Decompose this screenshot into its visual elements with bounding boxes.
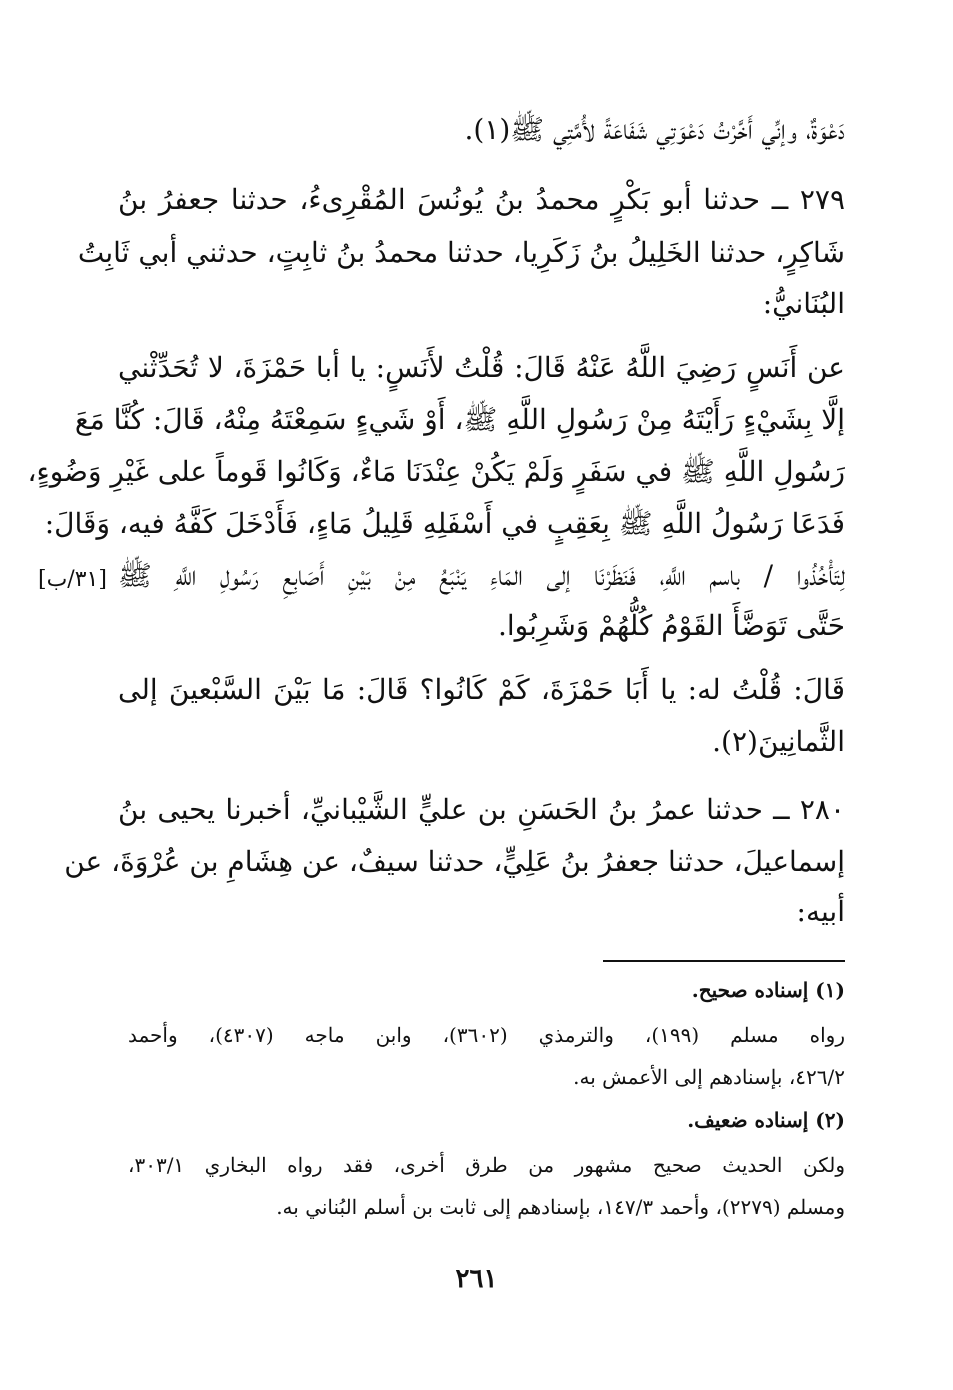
- text-line: الثَّمانِينَ(٢).: [712, 725, 845, 758]
- text-line: لِتَأْخُذُوا / باسم اللَّهِ، فَنَظَرْنَا إلى المَاءِ يَنْبَعُ مِنْ بَيْنِ أَصَابِعِ رَسُولِ اللَّهِ ﷺ: [118, 559, 845, 592]
- footnote-1-heading: (١) إسناده صحيح.: [691, 978, 845, 1002]
- hadith-280-line: ٢٨٠ ــ حدثنا عمرُ بنُ الحَسَنِ بن عليٍّ الشَّيْبانيِّ، أخبرنا يحيى بنُ: [118, 793, 845, 826]
- hadith-279-line: ٢٧٩ ــ حدثنا أبو بَكْرٍ محمدُ بنُ يُونُسَ المُقْرِىءُ، حدثنا جعفرُ بنُ: [118, 183, 845, 216]
- text-line: إسماعيلَ، حدثنا جعفرُ بنُ عَلِيٍّ، حدثنا سيفٌ، عن هِشَامِ بن عُرْوَةَ، عن: [64, 845, 845, 878]
- footnote-separator: [603, 960, 845, 962]
- manuscript-folio-marker: [٣١/ب]: [38, 567, 107, 592]
- footnote-2-text: ومسلم (٢٢٧٩)، وأحمد ١٤٧/٣، بإسنادهم إلى ثابت بن أسلم البُناني به.: [276, 1195, 845, 1219]
- text-line: رَسُولِ اللَّهِ ﷺ في سَفَرٍ وَلَمْ يَكُنْ عِنْدَنَا مَاءٌ، وَكَانُوا قَوماً على غَيْرِ وَضُوءٍ،: [27, 455, 845, 488]
- text-line: فَدَعَا رَسُولُ اللَّهِ ﷺ بِعَقِبٍ في أَسْفَلِهِ قَلِيلُ مَاءٍ، فَأَدْخَلَ كَفَّهُ فيه، وَقَالَ:: [44, 507, 845, 540]
- page-number: ٢٦١: [455, 1264, 498, 1294]
- text-line: دَعْوَةٌ، وإنِّي أَخَّرْتُ دَعْوَتِي شَفَاعَةً لأُمَّتِي ﷺ(١).: [464, 113, 845, 146]
- footnote-1-text: ٤٢٦/٢، بإسنادهم إلى الأعمش به.: [573, 1065, 845, 1089]
- text-line: حَتَّى تَوَضَّأَ القَوْمُ كُلُّهُمْ وَشَرِبُوا.: [497, 609, 845, 642]
- footnote-2-text: ولكن الحديث صحيح مشهور من طرق أخرى، فقد رواه البخاري ٣٠٣/١،: [128, 1153, 845, 1177]
- text-line: قَالَ: قُلْتُ له: يا أَبَا حَمْزَةَ، كَمْ كَانُوا؟ قَالَ: مَا بَيْنَ السَّبْعينَ إلى: [118, 673, 845, 706]
- text-line: أبيه:: [796, 895, 845, 928]
- text-line: عن أَنَسٍ رَضِيَ اللَّهُ عَنْهُ قَالَ: قُلْتُ لأَنَسٍ: يا أبا حَمْزَةَ، لا تُحَدِّثْني: [118, 351, 845, 384]
- text-line: إلَّا بِشَيْءٍ رَأَيْتَهُ مِنْ رَسُولِ اللَّهِ ﷺ، أَوْ شَيءٍ سَمِعْتَهُ مِنْهُ، قَالَ: كُنَّا مَعَ: [74, 403, 845, 436]
- footnote-2-heading: (٢) إسناده ضعيف.: [687, 1108, 845, 1132]
- text-line: البُنَانيُّ:: [762, 287, 845, 320]
- text-line: شَاكِرٍ، حدثنا الخَلِيلُ بنُ زَكَرِيا، حدثنا محمدُ بنُ ثابِتٍ، حدثني أبي ثَابِتُ: [77, 236, 845, 269]
- footnote-1-text: رواه مسلم (١٩٩)، والترمذي (٣٦٠٢)، وابن ماجه (٤٣٠٧)، وأحمد: [128, 1023, 845, 1047]
